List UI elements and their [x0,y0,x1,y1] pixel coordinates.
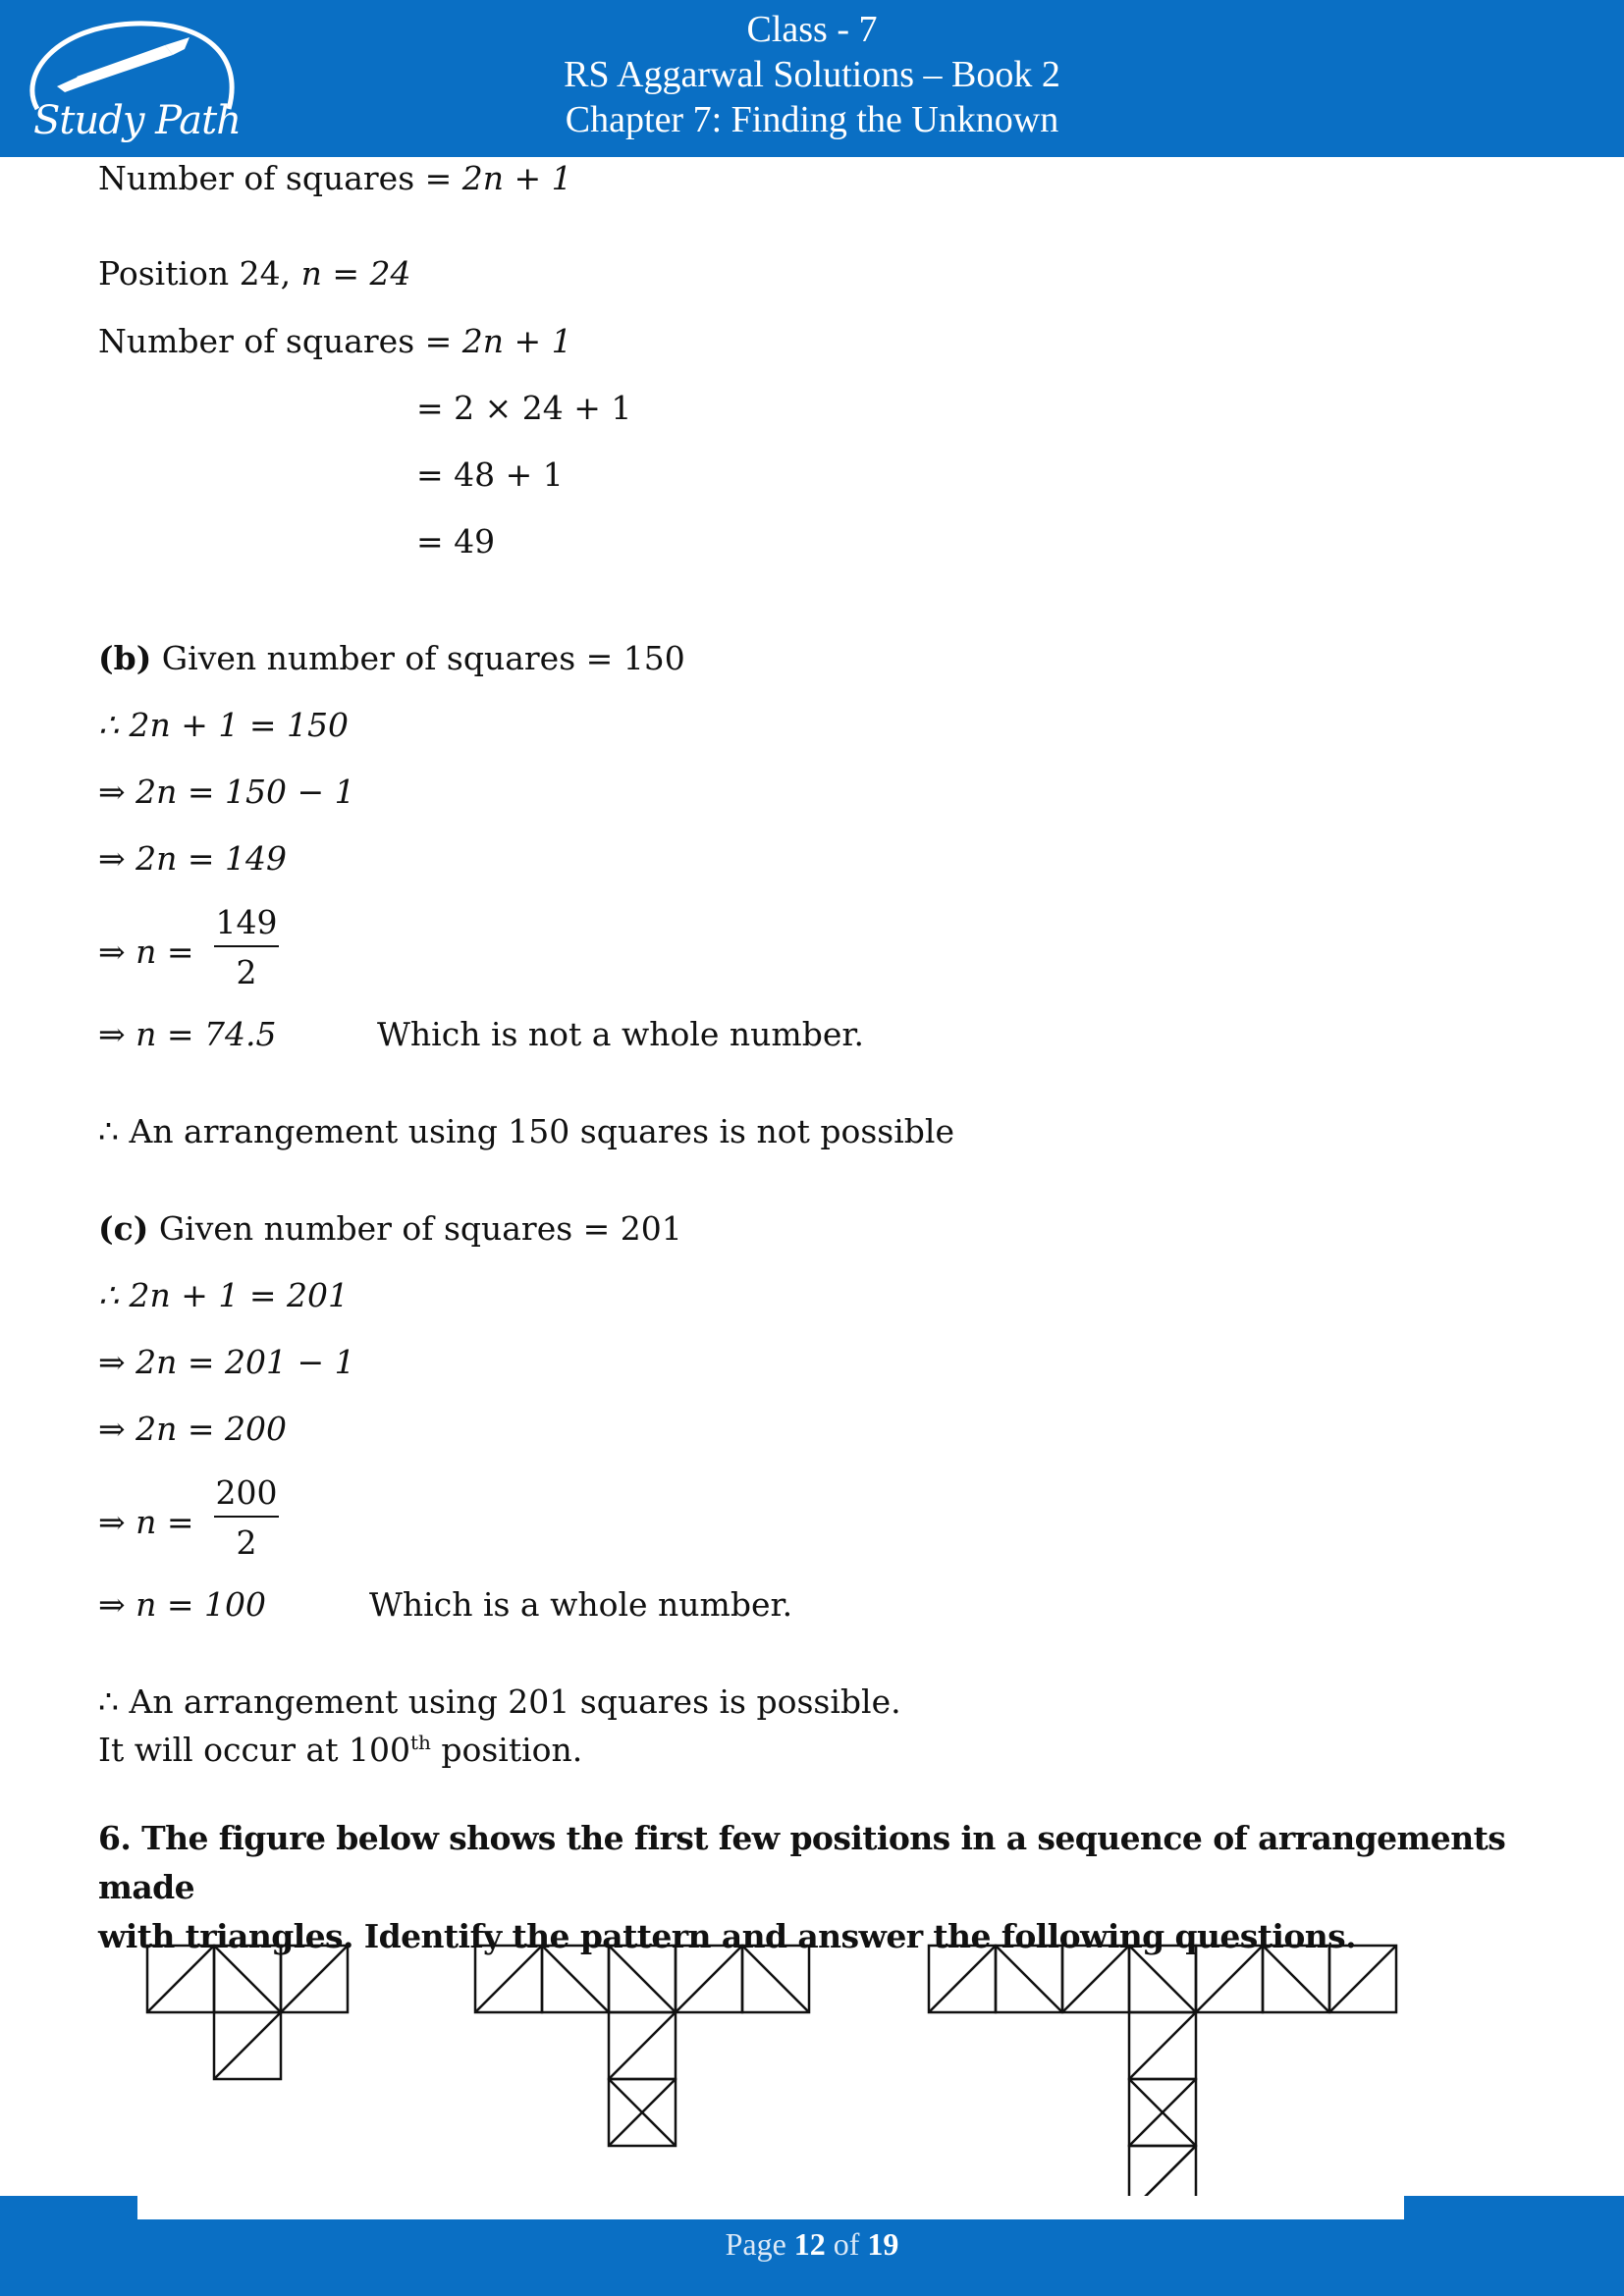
top-square-diagonal [996,1946,1062,2012]
top-square-diagonal [542,1946,609,2012]
top-square-diagonal [676,1946,742,2012]
part-c-conclusion-2: It will occur at 100th position. [98,1731,583,1769]
top-square-diagonal [1263,1946,1329,2012]
calc-line: Number of squares = 2n + 1 [98,322,572,360]
header-chapter: Chapter 7: Finding the Unknown [565,99,1059,140]
part-c-step-2: ⇒ 2n = 201 − 1 [98,1343,355,1381]
arrangement-1 [147,1946,348,2079]
logo-text: Study Path [33,98,241,143]
total-pages: 19 [867,2226,899,2262]
header-book: RS Aggarwal Solutions – Book 2 [564,54,1060,95]
arrangement-3 [929,1946,1396,2213]
top-square-diagonal [929,1946,996,2012]
top-square-diagonal [742,1946,809,2012]
current-page: 12 [793,2226,826,2262]
question-6-line-2: with triangles. Identify the pattern and answer the following questions. [98,1917,1357,1955]
page-header [0,0,1624,157]
page-number: Page 12 of 19 [725,2226,899,2262]
part-c-note: Which is a whole number. [369,1585,793,1624]
part-c-conclusion-1: ∴ An arrangement using 201 squares is possible. [98,1682,901,1721]
part-b-conclusion: ∴ An arrangement using 150 squares is not possible [98,1112,954,1150]
top-square-diagonal [1129,1946,1196,2012]
part-b-step-5: ⇒ n = 74.5 [98,1015,277,1053]
part-b-note: Which is not a whole number. [377,1015,864,1053]
top-square-diagonal [281,1946,348,2012]
top-square-diagonal [147,1946,214,2012]
part-b-heading: (b) Given number of squares = 150 [98,639,685,677]
top-square-diagonal [214,1946,281,2012]
top-square-diagonal [609,1946,676,2012]
calc-step-3: = 49 [416,522,496,561]
formula-line: Number of squares = 2n + 1 [98,159,572,197]
part-c-step-5: ⇒ n = 100 [98,1585,267,1624]
part-b-label: (b) [98,639,152,677]
stem-square-diagonal [609,2012,676,2079]
position-line: Position 24, n = 24 [98,254,411,293]
header-class: Class - 7 [746,9,878,50]
part-c-step-1: ∴ 2n + 1 = 201 [98,1276,349,1314]
question-6-line-1: 6. The figure below shows the first few positions in a sequence of arrangements made [98,1819,1506,1906]
part-b-step-2: ⇒ 2n = 150 − 1 [98,773,355,811]
part-b-step-3: ⇒ 2n = 149 [98,839,288,878]
part-b-fraction: $\frac{149}{2}$ [215,903,278,991]
calc-step-2: = 48 + 1 [416,455,564,494]
top-square-diagonal [475,1946,542,2012]
arrangement-2 [475,1946,809,2146]
part-b-step-1: ∴ 2n + 1 = 150 [98,706,349,744]
part-b-step-4: ⇒ n = [98,933,194,971]
part-c-label: (c) [98,1209,149,1248]
part-c-heading: (c) Given number of squares = 201 [98,1209,682,1248]
footer-notch [137,2196,1404,2219]
part-c-step-4: ⇒ n = [98,1503,194,1541]
top-square-diagonal [1062,1946,1129,2012]
part-c-step-3: ⇒ 2n = 200 [98,1410,288,1448]
triangle-arrangements-figure [137,1934,1414,2228]
top-square-diagonal [1329,1946,1396,2012]
calc-step-1: = 2 × 24 + 1 [416,389,632,427]
part-c-fraction: $\frac{200}{2}$ [215,1473,278,1562]
stem-square-diagonal [1129,2012,1196,2079]
stem-square-diagonal [214,2012,281,2079]
top-square-diagonal [1196,1946,1263,2012]
